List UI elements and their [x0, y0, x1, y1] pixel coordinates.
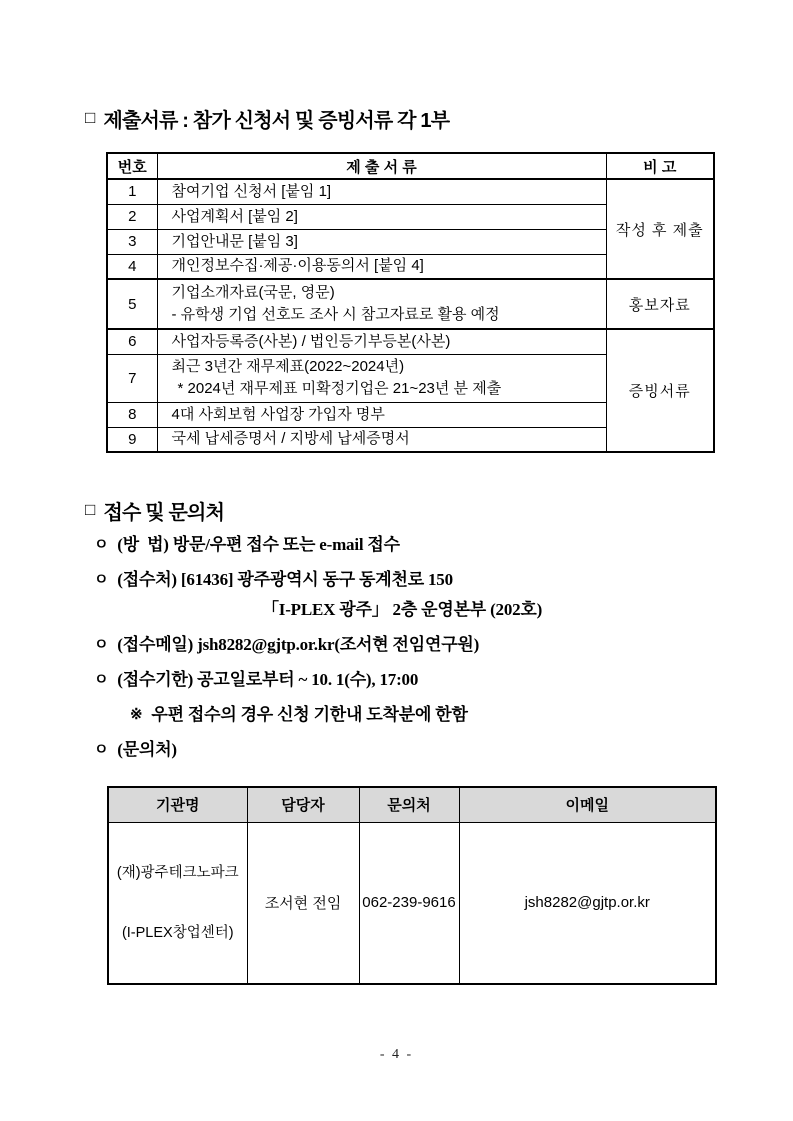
document-name-line: * 2024년 재무제표 미확정기업은 21~23년 분 제출 — [177, 380, 502, 397]
document-name-line: 개인정보수집·제공·이용동의서 [붙임 4] — [171, 257, 424, 275]
section2-title — [85, 496, 224, 525]
row-number: 1 — [107, 179, 157, 204]
bullet-deadline: ㅇ (접수기한) 공고일로부터 ~ 10. 1(수), 17:00 — [94, 668, 734, 692]
document-name-line: 참여기업 신청서 [붙임 1] — [171, 182, 332, 200]
reference-mark-icon: ※ — [130, 707, 143, 723]
circle-bullet-icon: ㅇ — [94, 572, 109, 588]
bullet-postal-note: ※ 우편 접수의 경우 신청 기한내 도착분에 한함 — [130, 703, 734, 727]
circle-bullet-icon: ㅇ — [94, 537, 109, 553]
table-row — [107, 279, 714, 329]
contact-section-body — [94, 533, 734, 773]
table-header-row — [107, 153, 714, 179]
table-row — [107, 329, 714, 354]
remark-promo: 홍보자료 — [606, 279, 714, 329]
phone-number: 062-239-9616 — [359, 822, 459, 984]
organization-name — [108, 822, 247, 984]
page-number: - 4 - — [379, 1047, 414, 1062]
organization-name-line: (재)광주테크노파크 — [116, 864, 239, 881]
section2-title-text: 접수 및 문의처 — [103, 502, 225, 524]
row-number: 9 — [107, 427, 157, 452]
remark-evidence: 증빙서류 — [606, 329, 714, 452]
row-number: 7 — [107, 354, 157, 402]
row-number: 8 — [107, 402, 157, 427]
section1-title-text: 제출서류 : 참가 신청서 및 증빙서류 각 1부 — [103, 110, 450, 132]
email-address: jsh8282@gjtp.or.kr — [459, 822, 716, 984]
row-number: 3 — [107, 229, 157, 254]
document-name — [157, 427, 606, 452]
document-name-line: 최근 3년간 재무제표(2022~2024년) — [171, 358, 405, 375]
column-header-document: 제 출 서 류 — [157, 153, 606, 179]
bullet-email: ㅇ (접수메일) jsh8282@gjtp.or.kr(조서현 전임연구원) — [94, 633, 734, 657]
bullet-method: ㅇ (방 법) 방문/우편 접수 또는 e-mail 접수 — [94, 533, 734, 557]
circle-bullet-icon: ㅇ — [94, 672, 109, 688]
document-name-line: 사업자등록증(사본) / 법인등기부등본(사본) — [171, 332, 451, 350]
document-name-line: 4대 사회보험 사업장 가입자 명부 — [171, 405, 385, 423]
square-bullet-icon: □ — [85, 107, 95, 127]
document-name-line: 기업안내문 [붙임 3] — [171, 232, 298, 250]
manager-name: 조서현 전임 — [247, 822, 359, 984]
square-bullet-icon: □ — [85, 499, 95, 519]
contact-header-row — [108, 787, 716, 822]
document-name — [157, 254, 606, 279]
section1-title — [85, 104, 449, 133]
contact-info-table — [107, 786, 717, 985]
row-number: 6 — [107, 329, 157, 354]
document-name — [157, 179, 606, 204]
row-number: 2 — [107, 204, 157, 229]
row-number: 4 — [107, 254, 157, 279]
document-name-line: 기업소개자료(국문, 영문) — [171, 284, 335, 301]
column-header-manager: 담당자 — [247, 787, 359, 822]
document-name — [157, 229, 606, 254]
document-name — [157, 279, 606, 329]
bullet-address: ㅇ (접수처) [61436] 광주광역시 동구 동계천로 150 — [94, 568, 734, 592]
bullet-address-line2: 「I-PLEX 광주」 2층 운영본부 (202호) — [262, 600, 543, 619]
column-header-phone: 문의처 — [359, 787, 459, 822]
document-name — [157, 329, 606, 354]
column-header-email: 이메일 — [459, 787, 716, 822]
bullet-contact: ㅇ (문의처) — [94, 738, 734, 762]
document-name-line: 국세 납세증명서 / 지방세 납세증명서 — [171, 430, 410, 448]
contact-row — [108, 822, 716, 984]
table-row — [107, 179, 714, 204]
document-name — [157, 354, 606, 402]
remark-write-submit: 작성 후 제출 — [606, 179, 714, 279]
column-header-organization: 기관명 — [108, 787, 247, 822]
organization-name-line: (I-PLEX창업센터) — [121, 924, 234, 941]
document-name-line: - 유학생 기업 선호도 조사 시 참고자료로 활용 예정 — [171, 306, 500, 323]
submission-documents-table — [106, 152, 715, 453]
circle-bullet-icon: ㅇ — [94, 742, 109, 758]
document-name — [157, 204, 606, 229]
document-name-line: 사업계획서 [붙임 2] — [171, 207, 298, 225]
circle-bullet-icon: ㅇ — [94, 637, 109, 653]
row-number: 5 — [107, 279, 157, 329]
column-header-no: 번호 — [107, 153, 157, 179]
column-header-remark: 비 고 — [606, 153, 714, 179]
document-name — [157, 402, 606, 427]
